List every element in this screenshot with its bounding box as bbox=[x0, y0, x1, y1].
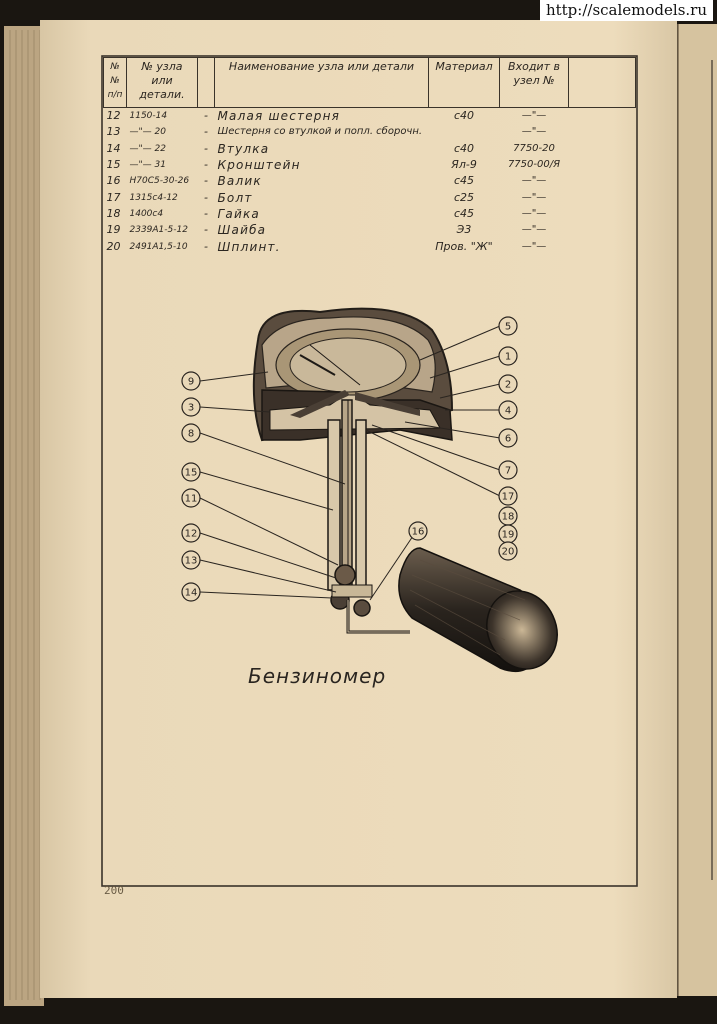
dash-mark: - bbox=[204, 109, 208, 123]
material: Пров. "Ж" bbox=[435, 239, 493, 253]
dash-mark: - bbox=[204, 223, 208, 237]
table-row bbox=[104, 206, 636, 222]
material: с45 bbox=[453, 174, 475, 188]
watermark[interactable]: http://scalemodels.ru bbox=[540, 0, 713, 21]
part-name: Шестерня со втулкой и попл. сборочн. bbox=[217, 126, 423, 138]
part-name: Малая шестерня bbox=[217, 109, 341, 124]
callout-label: 9 bbox=[187, 376, 195, 388]
part-name: Втулка bbox=[217, 141, 270, 156]
empty-cell bbox=[569, 173, 636, 189]
callout-label: 12 bbox=[184, 528, 198, 540]
callout-label: 4 bbox=[504, 405, 512, 417]
assembly-entry: —"— bbox=[521, 126, 547, 138]
material: Э3 bbox=[456, 223, 472, 237]
part-code: —"— 22 bbox=[129, 143, 166, 154]
header-entry: Входит в узел № bbox=[500, 58, 569, 108]
part-name: Болт bbox=[217, 190, 253, 205]
part-code: 1400с4 bbox=[129, 208, 164, 219]
dash-mark: - bbox=[204, 206, 208, 220]
row-number: 13 bbox=[106, 125, 121, 139]
callout-label: 13 bbox=[184, 555, 198, 567]
callout-label: 19 bbox=[501, 529, 515, 541]
header-num: №№ п/п bbox=[104, 58, 127, 108]
parts-table bbox=[103, 57, 636, 255]
callout-label: 16 bbox=[411, 526, 425, 538]
part-code: 1150-14 bbox=[129, 111, 168, 122]
empty-cell bbox=[569, 206, 636, 222]
empty-cell bbox=[569, 238, 636, 254]
table-row bbox=[104, 189, 636, 205]
callout-label: 20 bbox=[501, 546, 515, 558]
row-number: 20 bbox=[106, 239, 121, 253]
header-empty bbox=[569, 58, 636, 108]
dash-mark: - bbox=[204, 239, 208, 253]
callout-label: 15 bbox=[184, 467, 198, 479]
table-header bbox=[104, 58, 636, 108]
callout-label: 2 bbox=[504, 379, 512, 391]
callout-label: 3 bbox=[187, 402, 195, 414]
part-name: Шайба bbox=[217, 223, 267, 238]
next-page-edge bbox=[678, 24, 717, 996]
row-number: 14 bbox=[106, 141, 121, 155]
header-material: Материал bbox=[429, 58, 500, 108]
empty-cell bbox=[569, 108, 636, 125]
material: с45 bbox=[453, 206, 475, 220]
material: Ял-9 bbox=[451, 158, 477, 172]
callout-label: 14 bbox=[184, 587, 198, 599]
table-row bbox=[104, 238, 636, 254]
dash-mark: - bbox=[204, 158, 208, 172]
callout-label: 17 bbox=[501, 491, 515, 503]
part-code: 2491А1,5-10 bbox=[129, 241, 188, 252]
callout-label: 6 bbox=[504, 433, 512, 445]
callout-label: 7 bbox=[504, 465, 512, 477]
material: с40 bbox=[453, 109, 475, 123]
empty-cell bbox=[569, 189, 636, 205]
part-code: Н70С5-30-26 bbox=[129, 176, 190, 187]
table-row bbox=[104, 173, 636, 189]
part-code: 1315с4-12 bbox=[129, 192, 178, 203]
table-row bbox=[104, 157, 636, 173]
table-row bbox=[104, 124, 636, 140]
part-code: —"— 31 bbox=[129, 160, 166, 171]
assembly-entry: —"— bbox=[521, 224, 547, 236]
part-name: Шплинт. bbox=[217, 239, 281, 254]
assembly-entry: —"— bbox=[521, 110, 547, 122]
dash-mark: - bbox=[204, 190, 208, 204]
table-row bbox=[104, 108, 636, 125]
empty-cell bbox=[569, 222, 636, 238]
part-name: Кронштейн bbox=[217, 158, 301, 173]
assembly-entry: 7750-00/Я bbox=[507, 159, 561, 171]
material: с40 bbox=[453, 141, 475, 155]
assembly-entry: —"— bbox=[521, 207, 547, 219]
material bbox=[429, 124, 500, 140]
page-number: 200 bbox=[104, 884, 124, 897]
header-code: № узла или детали. bbox=[127, 58, 198, 108]
row-number: 12 bbox=[106, 109, 121, 123]
assembly-entry: —"— bbox=[521, 191, 547, 203]
table-row bbox=[104, 141, 636, 157]
callout-label: 5 bbox=[504, 321, 512, 333]
callout-label: 18 bbox=[501, 511, 515, 523]
row-number: 18 bbox=[106, 206, 121, 220]
assembly-entry: —"— bbox=[521, 240, 547, 252]
callout-label: 1 bbox=[504, 351, 512, 363]
row-number: 17 bbox=[106, 190, 121, 204]
part-name: Валик bbox=[217, 174, 262, 189]
header-dash bbox=[198, 58, 215, 108]
empty-cell bbox=[569, 124, 636, 140]
part-code: —"— 20 bbox=[129, 127, 166, 138]
dash-mark: - bbox=[204, 141, 208, 155]
assembly-entry: —"— bbox=[521, 175, 547, 187]
row-number: 15 bbox=[106, 158, 121, 172]
row-number: 19 bbox=[106, 223, 121, 237]
dash-mark: - bbox=[204, 125, 208, 139]
header-name: Наименование узла или детали bbox=[215, 58, 429, 108]
empty-cell bbox=[569, 157, 636, 173]
table-row bbox=[104, 222, 636, 238]
callout-label: 11 bbox=[184, 493, 198, 505]
row-number: 16 bbox=[106, 174, 121, 188]
figure-caption: Бензиномер bbox=[248, 664, 387, 688]
part-code: 2339А1-5-12 bbox=[129, 225, 188, 236]
empty-cell bbox=[569, 141, 636, 157]
dash-mark: - bbox=[204, 174, 208, 188]
material: с25 bbox=[453, 190, 475, 204]
part-name: Гайка bbox=[217, 206, 260, 221]
assembly-entry: 7750-20 bbox=[513, 142, 555, 154]
callout-label: 8 bbox=[187, 428, 195, 440]
